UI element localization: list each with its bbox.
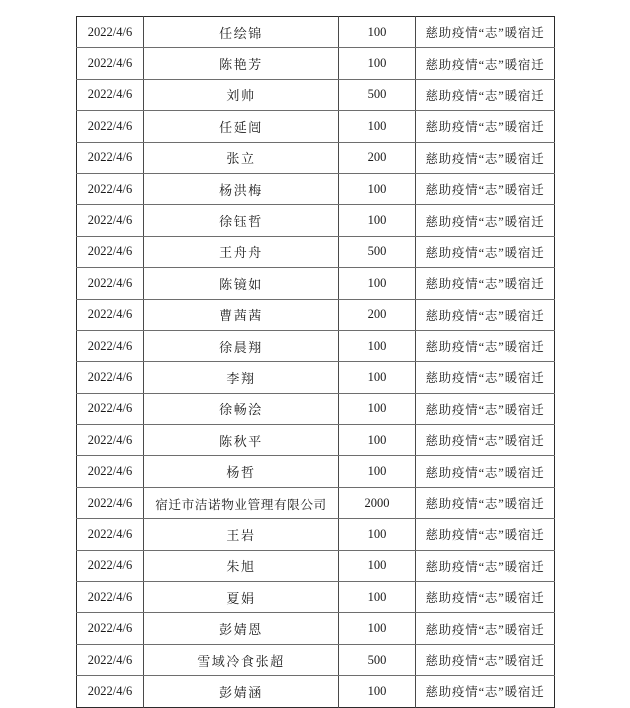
donation-table-body [77,17,555,708]
donation-date-cell: 2022/4/6 [77,613,144,644]
donation-project-cell: 慈助疫情“志”暖宿迁 [416,17,555,48]
donation-project-cell: 慈助疫情“志”暖宿迁 [416,582,555,613]
table-row [77,111,555,142]
table-row [77,205,555,236]
donation-project-cell: 慈助疫情“志”暖宿迁 [416,142,555,173]
donation-amount-cell: 100 [339,613,416,644]
donation-amount-cell: 100 [339,48,416,79]
donor-name-cell: 徐畅浍 [144,393,339,424]
donation-amount-cell: 100 [339,111,416,142]
donation-amount-cell: 100 [339,362,416,393]
donor-name-cell: 徐晨翔 [144,330,339,361]
donor-name-cell: 彭婧恩 [144,613,339,644]
donor-name-cell: 陈镜如 [144,268,339,299]
donor-name-cell: 刘帅 [144,79,339,110]
donation-amount-cell: 100 [339,393,416,424]
donation-date-cell: 2022/4/6 [77,456,144,487]
donation-date-cell: 2022/4/6 [77,111,144,142]
donation-date-cell: 2022/4/6 [77,519,144,550]
table-row [77,456,555,487]
table-row [77,236,555,267]
table-row [77,48,555,79]
donation-date-cell: 2022/4/6 [77,425,144,456]
donation-project-cell: 慈助疫情“志”暖宿迁 [416,268,555,299]
donation-amount-cell: 500 [339,79,416,110]
table-row [77,268,555,299]
donation-project-cell: 慈助疫情“志”暖宿迁 [416,487,555,518]
donation-amount-cell: 200 [339,299,416,330]
donation-project-cell: 慈助疫情“志”暖宿迁 [416,111,555,142]
donation-project-cell: 慈助疫情“志”暖宿迁 [416,299,555,330]
donor-name-cell: 雪域冷食张超 [144,644,339,675]
donation-amount-cell: 100 [339,519,416,550]
donation-date-cell: 2022/4/6 [77,48,144,79]
donation-date-cell: 2022/4/6 [77,676,144,707]
table-row [77,173,555,204]
donation-amount-cell: 100 [339,456,416,487]
donation-amount-cell: 100 [339,205,416,236]
donation-amount-cell: 200 [339,142,416,173]
donation-project-cell: 慈助疫情“志”暖宿迁 [416,613,555,644]
donor-name-cell: 曹茜茜 [144,299,339,330]
donation-amount-cell: 100 [339,268,416,299]
donation-amount-cell: 100 [339,550,416,581]
table-row [77,17,555,48]
donation-date-cell: 2022/4/6 [77,487,144,518]
donation-amount-cell: 500 [339,236,416,267]
donation-date-cell: 2022/4/6 [77,644,144,675]
table-row [77,582,555,613]
donation-project-cell: 慈助疫情“志”暖宿迁 [416,205,555,236]
donation-amount-cell: 100 [339,330,416,361]
donation-project-cell: 慈助疫情“志”暖宿迁 [416,236,555,267]
donation-amount-cell: 2000 [339,487,416,518]
donation-date-cell: 2022/4/6 [77,79,144,110]
donation-date-cell: 2022/4/6 [77,362,144,393]
table-row [77,676,555,707]
donation-amount-cell: 100 [339,425,416,456]
table-row [77,613,555,644]
table-row [77,79,555,110]
table-row [77,550,555,581]
donation-project-cell: 慈助疫情“志”暖宿迁 [416,393,555,424]
donation-project-cell: 慈助疫情“志”暖宿迁 [416,550,555,581]
donation-records-table-container [76,16,554,708]
donation-project-cell: 慈助疫情“志”暖宿迁 [416,330,555,361]
donation-project-cell: 慈助疫情“志”暖宿迁 [416,519,555,550]
donation-project-cell: 慈助疫情“志”暖宿迁 [425,685,545,700]
table-row [77,393,555,424]
donation-project-cell: 慈助疫情“志”暖宿迁 [416,79,555,110]
donor-name-cell: 朱旭 [144,550,339,581]
donation-date-cell: 2022/4/6 [77,268,144,299]
donation-project-cell: 慈助疫情“志”暖宿迁 [416,362,555,393]
donation-amount-cell: 500 [339,644,416,675]
table-row [77,142,555,173]
donation-amount-cell: 100 [339,17,416,48]
donor-name-cell: 宿迁市洁诺物业管理有限公司 [144,487,339,518]
donor-name-cell: 陈艳芳 [144,48,339,79]
donor-name-cell: 夏娟 [144,582,339,613]
donation-project-cell: 慈助疫情“志”暖宿迁 [416,173,555,204]
donation-project-cell: 慈助疫情“志”暖宿迁 [416,456,555,487]
donation-date-cell: 2022/4/6 [77,582,144,613]
donation-date-cell: 2022/4/6 [77,17,144,48]
donor-name-cell: 彭婧涵 [144,676,339,707]
donor-name-cell: 张立 [144,142,339,173]
donor-name-cell: 任绘锦 [144,17,339,48]
table-row [77,487,555,518]
donation-project-cell: 慈助疫情“志”暖宿迁 [416,425,555,456]
table-row [77,644,555,675]
donation-date-cell: 2022/4/6 [77,393,144,424]
donor-name-cell: 王舟舟 [144,236,339,267]
donor-name-cell: 任延闿 [144,111,339,142]
donation-date-cell: 2022/4/6 [77,299,144,330]
donation-date-cell: 2022/4/6 [77,236,144,267]
donation-project-cell: 慈助疫情“志”暖宿迁 [416,48,555,79]
donation-project-cell: 慈助疫情“志”暖宿迁 [416,644,555,675]
table-row [77,519,555,550]
table-row [77,330,555,361]
donation-amount-cell: 100 [339,676,416,707]
donation-amount-cell: 100 [339,582,416,613]
table-row [77,299,555,330]
donation-date-cell: 2022/4/6 [77,142,144,173]
donation-amount-cell: 100 [339,173,416,204]
table-row [77,362,555,393]
donation-date-cell: 2022/4/6 [77,205,144,236]
donation-date-cell: 2022/4/6 [77,173,144,204]
donor-name-cell: 王岩 [144,519,339,550]
donation-records-table [76,16,555,708]
donation-date-cell: 2022/4/6 [77,330,144,361]
donor-name-cell: 杨哲 [144,456,339,487]
donor-name-cell: 杨洪梅 [144,173,339,204]
donor-name-cell: 李翔 [144,362,339,393]
donation-date-cell: 2022/4/6 [77,550,144,581]
table-row [77,425,555,456]
donor-name-cell: 徐钰哲 [144,205,339,236]
donor-name-cell: 陈秋平 [144,425,339,456]
